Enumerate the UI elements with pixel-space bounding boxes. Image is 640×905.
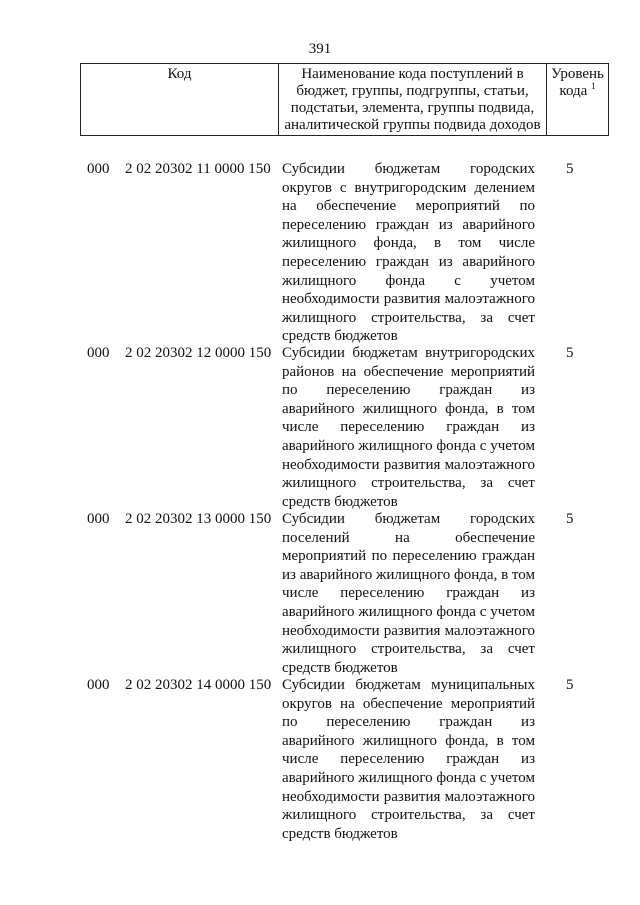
page-number: 391 <box>308 41 332 57</box>
row-prefix: 000 <box>87 161 110 177</box>
header-level <box>547 64 609 136</box>
row-code: 2 02 20302 11 0000 150 <box>125 161 271 177</box>
row-level: 5 <box>566 511 574 527</box>
row-name: Субсидии бюджетам городских округов с внутригородским делением на обеспечение мероприятий по переселению граждан из аварийного жилищного фонда, в том числе переселению граждан из аварийного жилищного фонда с учетом необходимости развития малоэтажного жилищного строительства, за счет средств бюджетов <box>282 161 535 345</box>
header-level-label: Уровень кода <box>551 66 604 99</box>
row-prefix: 000 <box>87 345 110 361</box>
header-name: Наименование кода поступлений в бюджет, группы, подгруппы, статьи, подстатьи, элемента, группы подвида, аналитической группы подвида доходов <box>279 64 547 136</box>
row-prefix: 000 <box>87 677 110 693</box>
row-level: 5 <box>566 677 574 693</box>
row-code: 2 02 20302 13 0000 150 <box>125 511 272 527</box>
row-name: Субсидии бюджетам городских поселений на обеспечение мероприятий по переселению граждан из аварийного жилищного фонда, в том числе переселению граждан из аварийного жилищного фонда с учетом необходимости развития малоэтажного жилищного строительства, за счет средств бюджетов <box>282 511 535 676</box>
header-level-footnote: 1 <box>591 81 596 91</box>
row-name: Субсидии бюджетам внутригородских районов на обеспечение мероприятий по переселению граждан из аварийного жилищного фонда, в том числе переселению граждан из аварийного жилищного фонда с учетом необходимости развития малоэтажного жилищного строительства, за счет средств бюджетов <box>282 345 535 510</box>
row-prefix: 000 <box>87 511 110 527</box>
row-name: Субсидии бюджетам муниципальных округов на обеспечение мероприятий по переселению граждан из аварийного жилищного фонда, в том числе переселению граждан из аварийного жилищного фонда с учетом необходимости развития малоэтажного жилищного строительства, за счет средств бюджетов <box>282 677 535 842</box>
row-code: 2 02 20302 12 0000 150 <box>125 345 272 361</box>
row-level: 5 <box>566 345 574 361</box>
row-level: 5 <box>566 161 574 177</box>
table-header <box>80 63 609 136</box>
row-code: 2 02 20302 14 0000 150 <box>125 677 272 693</box>
header-code: Код <box>81 64 279 136</box>
